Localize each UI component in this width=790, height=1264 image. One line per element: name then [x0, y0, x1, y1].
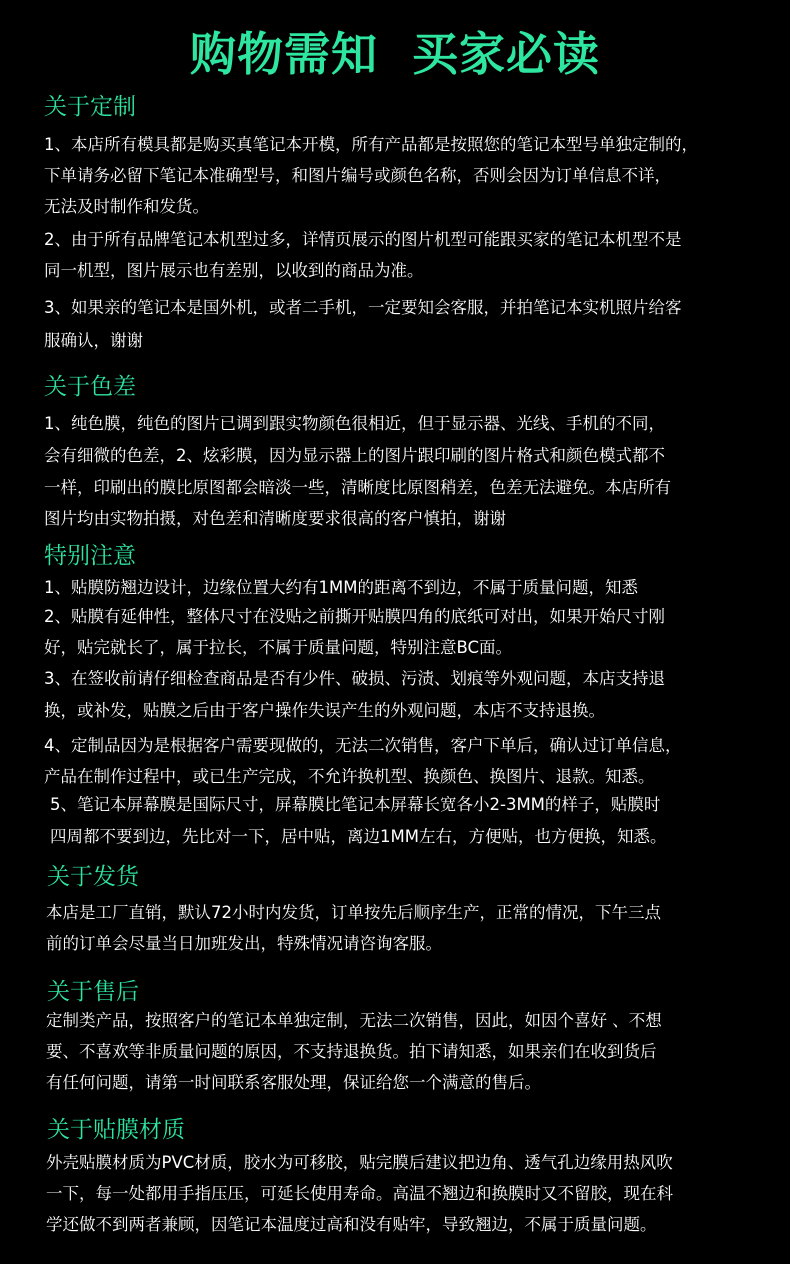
section-line: 一样，印刷出的膜比原图都会暗淡一些，清晰度比原图稍差，色差无法避免。本店所有: [44, 478, 671, 497]
section-heading-after-sales: 关于售后: [47, 979, 139, 1005]
section-line: 3、在签收前请仔细检查商品是否有少件、破损、污渍、划痕等外观问题，本店支持退: [44, 669, 665, 688]
section-line: 下单请务必留下笔记本准确型号，和图片编号或颜色名称，否则会因为订单信息不详，: [44, 166, 671, 185]
section-heading-shipping: 关于发货: [47, 864, 139, 890]
section-line: 前的订单会尽量当日加班发出，特殊情况请咨询客服。: [46, 934, 442, 953]
section-line: 好，贴完就长了，属于拉长，不属于质量问题，特别注意BC面。: [44, 638, 513, 657]
section-line: 外壳贴膜材质为PVC材质，胶水为可移胶，贴完膜后建议把边角、透气孔边缘用热风吹: [46, 1153, 673, 1172]
section-heading-special-notice: 特别注意: [44, 543, 136, 569]
section-line: 有任何问题，请第一时间联系客服处理，保证给您一个满意的售后。: [46, 1073, 541, 1092]
section-line: 无法及时制作和发货。: [44, 197, 209, 216]
section-line: 1、本店所有模具都是购买真笔记本开模，所有产品都是按照您的笔记本型号单独定制的，: [44, 135, 698, 154]
section-line: 3、如果亲的笔记本是国外机，或者二手机，一定要知会客服，并拍笔记本实机照片给客: [44, 298, 682, 317]
section-line: 同一机型，图片展示也有差别，以收到的商品为准。: [44, 261, 424, 280]
section-line: 学还做不到两者兼顾，因笔记本温度过高和没有贴牢，导致翘边，不属于质量问题。: [46, 1215, 657, 1234]
section-line: 一下，每一处都用手指压压，可延长使用寿命。高温不翘边和换膜时又不留胶，现在科: [46, 1184, 673, 1203]
section-heading-customization: 关于定制: [44, 94, 136, 120]
section-line: 4、定制品因为是根据客户需要现做的，无法二次销售，客户下单后，确认过订单信息，: [44, 736, 682, 755]
section-line: 2、贴膜有延伸性，整体尺寸在没贴之前撕开贴膜四角的底纸可对出，如果开始尺寸刚: [44, 607, 665, 626]
section-line: 定制类产品，按照客户的笔记本单独定制，无法二次销售，因此，如因个喜好 、不想: [46, 1011, 662, 1030]
section-line: 本店是工厂直销，默认72小时内发货，订单按先后顺序生产，正常的情况，下午三点: [46, 903, 661, 922]
section-line: 5、笔记本屏幕膜是国际尺寸，屏幕膜比笔记本屏幕长宽各小2-3MM的样子，贴膜时: [50, 795, 661, 814]
section-line: 四周都不要到边，先比对一下，居中贴，离边1MM左右，方便贴，也方便换，知悉。: [50, 827, 667, 846]
page-title: 购物需知 买家必读: [189, 27, 601, 81]
section-heading-color-difference: 关于色差: [44, 374, 136, 400]
section-line: 图片均由实物拍摄，对色差和清晰度要求很高的客户慎拍，谢谢: [44, 509, 506, 528]
section-line: 产品在制作过程中，或已生产完成，不允许换机型、换颜色、换图片、退款。知悉。: [44, 767, 655, 786]
section-heading-film-material: 关于贴膜材质: [47, 1117, 185, 1143]
section-line: 1、贴膜防翘边设计，边缘位置大约有1MM的距离不到边，不属于质量问题，知悉: [44, 578, 638, 597]
section-line: 要、不喜欢等非质量问题的原因，不支持退换货。拍下请知悉，如果亲们在收到货后: [46, 1042, 657, 1061]
section-line: 1、纯色膜，纯色的图片已调到跟实物颜色很相近，但于显示器、光线、手机的不同，: [44, 414, 665, 433]
section-line: 服确认，谢谢: [44, 331, 143, 350]
section-line: 2、由于所有品牌笔记本机型过多，详情页展示的图片机型可能跟买家的笔记本机型不是: [44, 230, 682, 249]
section-line: 会有细微的色差，2、炫彩膜，因为显示器上的图片跟印刷的图片格式和颜色模式都不: [44, 446, 665, 465]
section-line: 换，或补发，贴膜之后由于客户操作失误产生的外观问题，本店不支持退换。: [44, 701, 605, 720]
